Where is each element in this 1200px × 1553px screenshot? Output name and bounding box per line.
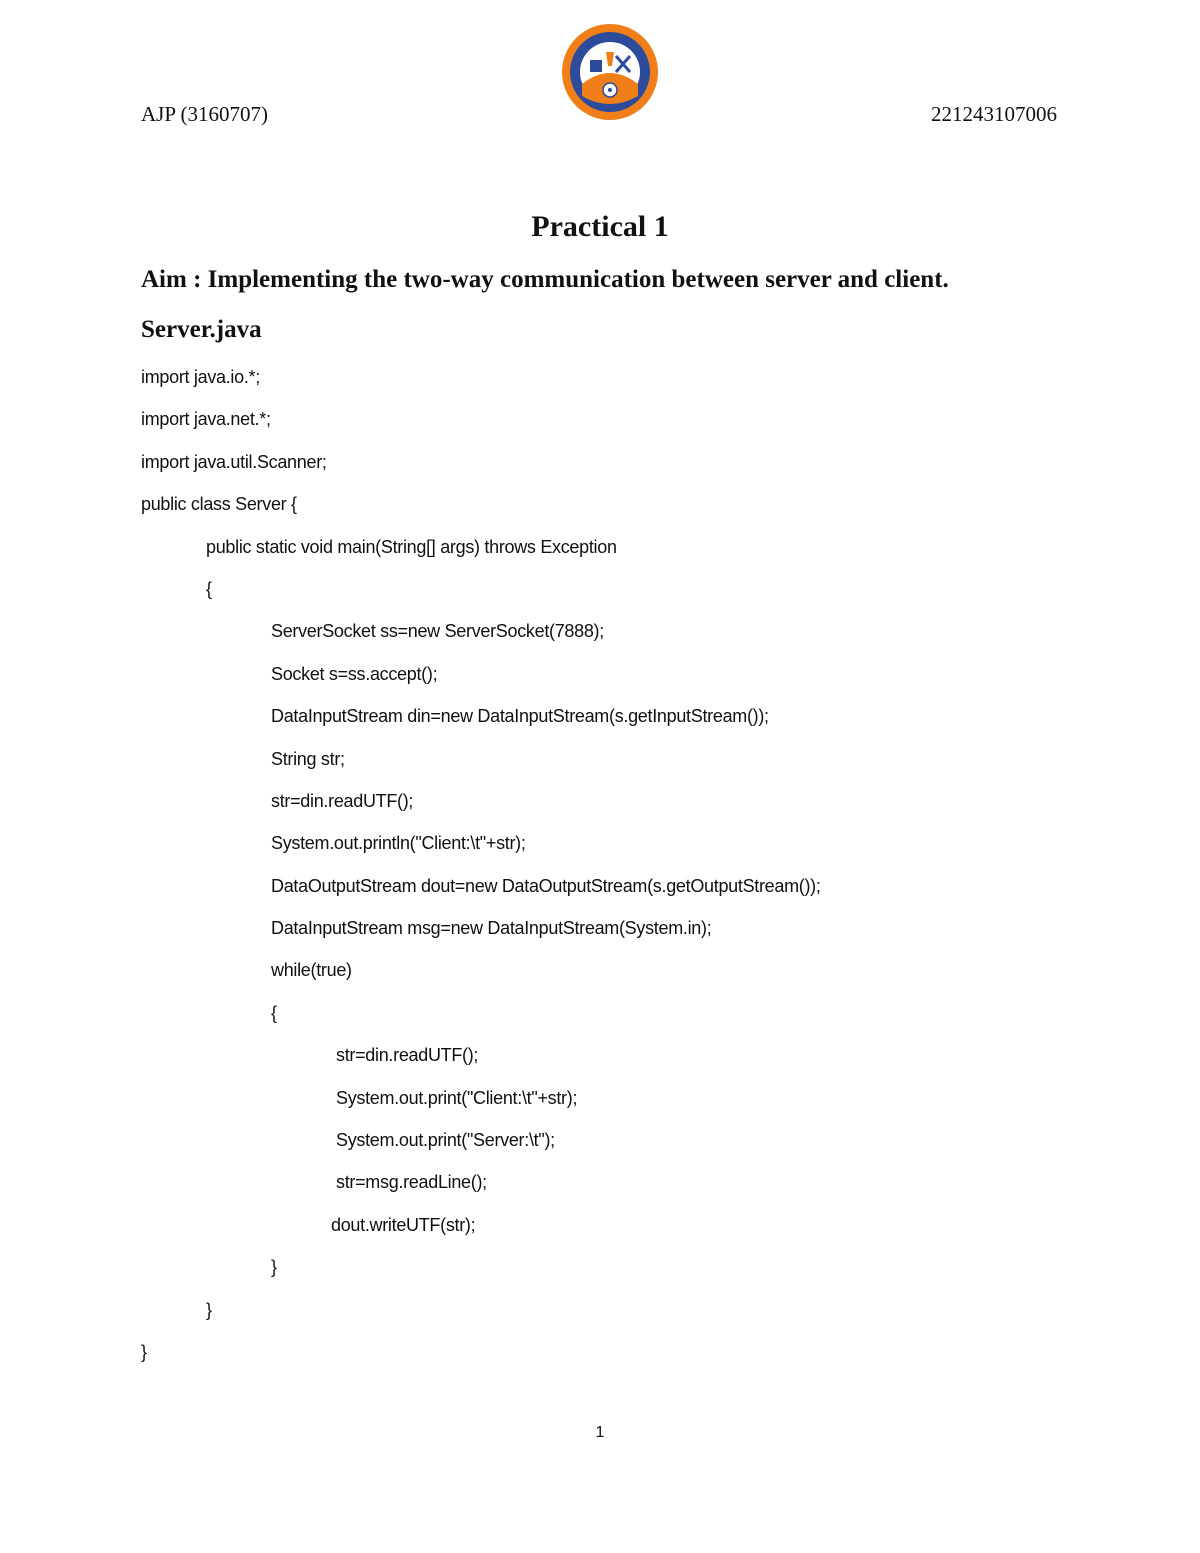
code-line: public class Server { — [141, 494, 297, 515]
code-line: System.out.print("Client:\t"+str); — [336, 1087, 578, 1108]
code-line: String str; — [271, 748, 345, 769]
aim-heading: Aim : Implementing the two-way communication between server and client. — [141, 266, 949, 293]
enrollment-number: 221243107006 — [931, 102, 1057, 126]
code-line: DataInputStream msg=new DataInputStream(System.in); — [271, 918, 712, 939]
code-line: } — [206, 1299, 212, 1320]
code-line: import java.util.Scanner; — [141, 451, 327, 472]
college-seal-icon — [560, 22, 660, 122]
code-line: { — [271, 1002, 277, 1023]
code-line: System.out.println("Client:\t"+str); — [271, 833, 526, 854]
page-title: Practical 1 — [531, 210, 669, 243]
page-number: 1 — [595, 1424, 605, 1441]
file-name-heading: Server.java — [141, 316, 262, 343]
code-line: } — [141, 1341, 147, 1362]
code-line: dout.writeUTF(str); — [331, 1214, 476, 1235]
code-line: public static void main(String[] args) throws Exception — [206, 536, 617, 557]
code-line: DataInputStream din=new DataInputStream(s.getInputStream()); — [271, 706, 769, 727]
code-line: DataOutputStream dout=new DataOutputStream(s.getOutputStream()); — [271, 875, 821, 896]
code-line: } — [271, 1257, 277, 1278]
code-line: str=din.readUTF(); — [271, 790, 414, 811]
code-listing — [141, 362, 1101, 1379]
code-line: str=din.readUTF(); — [336, 1045, 479, 1066]
code-line: import java.net.*; — [141, 409, 271, 430]
code-line: { — [206, 578, 212, 599]
code-line: System.out.print("Server:\t"); — [336, 1130, 555, 1151]
code-line: while(true) — [271, 960, 352, 981]
code-line: ServerSocket ss=new ServerSocket(7888); — [271, 621, 604, 642]
college-logo — [560, 22, 660, 122]
code-line: Socket s=ss.accept(); — [271, 663, 438, 684]
code-line: import java.io.*; — [141, 367, 260, 387]
course-code: AJP (3160707) — [141, 102, 268, 126]
code-line: str=msg.readLine(); — [336, 1172, 487, 1193]
